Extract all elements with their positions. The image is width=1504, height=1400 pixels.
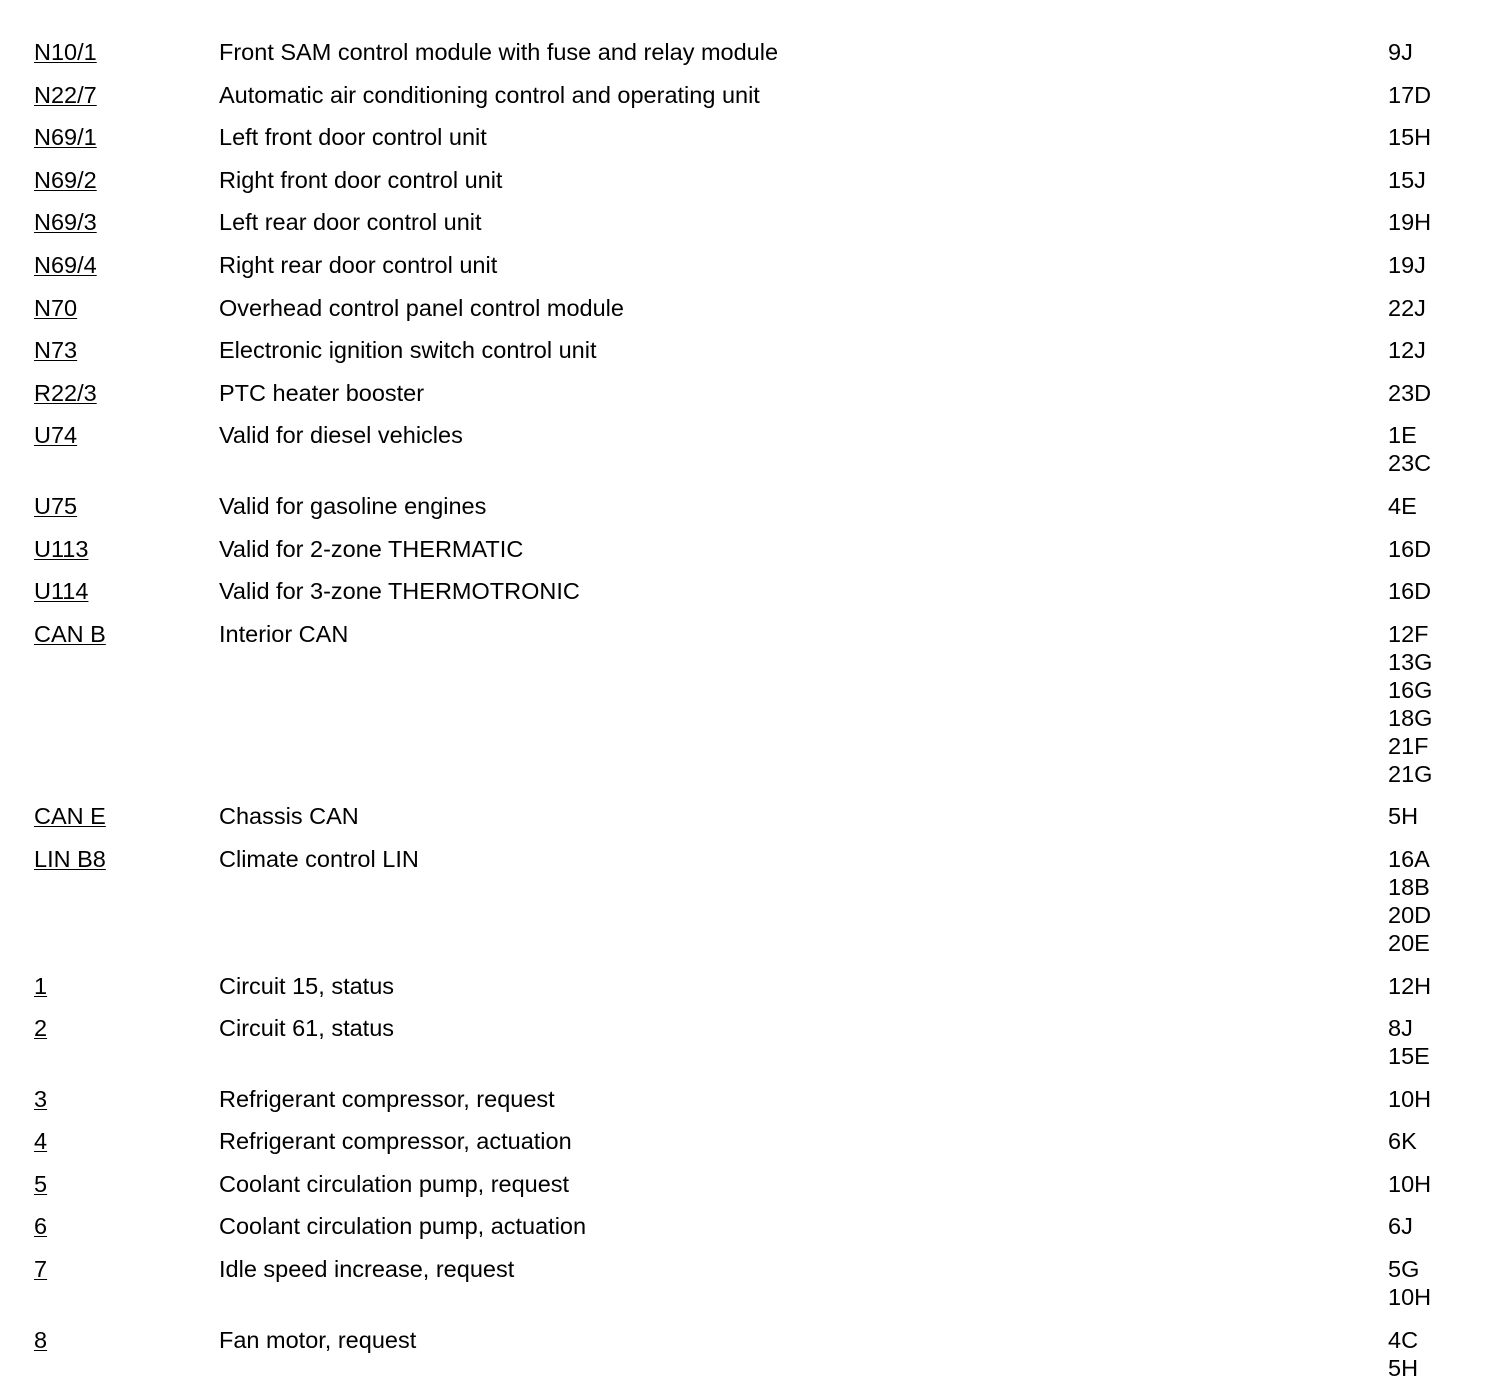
component-code-link[interactable]: LIN B8 <box>34 845 106 872</box>
legend-row <box>0 81 1504 109</box>
grid-reference-list <box>1388 251 1504 279</box>
grid-reference: 23C <box>1388 450 1432 477</box>
legend-row <box>0 535 1504 563</box>
component-code-link[interactable]: U75 <box>34 492 78 519</box>
legend-row <box>0 1085 1504 1113</box>
legend-row <box>0 1255 1504 1311</box>
grid-reference-list <box>1388 421 1504 477</box>
component-code-link[interactable]: R22/3 <box>34 379 97 406</box>
component-code-link[interactable]: N69/4 <box>34 251 97 278</box>
component-code-link[interactable]: N69/1 <box>34 124 97 151</box>
grid-reference: 8J <box>1388 1015 1413 1042</box>
component-description: Valid for 2-zone THERMATIC <box>219 535 524 562</box>
grid-reference: 10H <box>1388 1284 1432 1311</box>
component-code-link[interactable]: 2 <box>34 1015 48 1042</box>
component-code-link[interactable]: U114 <box>34 578 89 605</box>
component-description: Electronic ignition switch control unit <box>219 337 597 364</box>
grid-reference: 23D <box>1388 379 1432 406</box>
grid-reference: 13G <box>1388 648 1433 675</box>
grid-reference-list <box>1388 492 1504 520</box>
component-code-link[interactable]: CAN B <box>34 620 106 647</box>
grid-reference-list <box>1388 1014 1504 1070</box>
component-code-link[interactable]: 8 <box>34 1326 48 1353</box>
grid-reference: 17D <box>1388 81 1432 108</box>
grid-reference-list <box>1388 38 1504 66</box>
component-code-link[interactable]: 5 <box>34 1170 48 1197</box>
grid-reference: 9J <box>1388 39 1413 65</box>
component-description: Front SAM control module with fuse and relay module <box>219 39 779 65</box>
legend-row <box>0 1014 1504 1070</box>
grid-reference: 19J <box>1388 251 1426 278</box>
legend-row <box>0 294 1504 322</box>
component-code-link[interactable]: N10/1 <box>34 39 97 65</box>
grid-reference-list <box>1388 577 1504 605</box>
grid-reference: 20D <box>1388 901 1432 928</box>
component-code-link[interactable]: 6 <box>34 1213 48 1240</box>
component-code-link[interactable]: CAN E <box>34 803 106 830</box>
grid-reference-list <box>1388 535 1504 563</box>
grid-reference: 12F <box>1388 620 1429 647</box>
component-description: PTC heater booster <box>219 379 425 406</box>
component-code-link[interactable]: N22/7 <box>34 81 97 108</box>
grid-reference: 10H <box>1388 1170 1432 1197</box>
grid-reference-list <box>1388 166 1504 194</box>
legend-row <box>0 336 1504 364</box>
legend-row <box>0 251 1504 279</box>
legend-row <box>0 1212 1504 1240</box>
component-description: Overhead control panel control module <box>219 294 624 321</box>
legend-row <box>0 492 1504 520</box>
grid-reference: 20E <box>1388 929 1430 956</box>
grid-reference: 21G <box>1388 760 1433 787</box>
component-description: Valid for 3-zone THERMOTRONIC <box>219 578 580 605</box>
component-description: Right front door control unit <box>219 166 503 193</box>
legend-row <box>0 1170 1504 1198</box>
component-description: Circuit 61, status <box>219 1015 395 1042</box>
grid-reference: 1E <box>1388 422 1417 449</box>
grid-reference: 4E <box>1388 492 1417 519</box>
component-description: Valid for gasoline engines <box>219 492 487 519</box>
legend-row <box>0 379 1504 407</box>
component-description: Left front door control unit <box>219 124 487 151</box>
component-code-link[interactable]: U74 <box>34 422 78 449</box>
component-legend <box>0 38 1504 1382</box>
component-code-link[interactable]: U113 <box>34 535 89 562</box>
grid-reference: 4C <box>1388 1326 1419 1353</box>
grid-reference-list <box>1388 1127 1504 1155</box>
grid-reference: 16A <box>1388 845 1430 872</box>
grid-reference: 16D <box>1388 578 1432 605</box>
grid-reference: 19H <box>1388 209 1432 236</box>
grid-reference: 22J <box>1388 294 1426 321</box>
grid-reference-list <box>1388 208 1504 236</box>
component-code-link[interactable]: N69/2 <box>34 166 97 193</box>
component-description: Valid for diesel vehicles <box>219 422 463 449</box>
grid-reference-list <box>1388 1170 1504 1198</box>
component-description: Climate control LIN <box>219 845 419 872</box>
legend-row <box>0 166 1504 194</box>
grid-reference-list <box>1388 379 1504 407</box>
component-description: Refrigerant compressor, actuation <box>219 1128 572 1155</box>
component-description: Chassis CAN <box>219 803 359 830</box>
component-code-link[interactable]: 7 <box>34 1256 48 1283</box>
legend-row <box>0 972 1504 1000</box>
legend-row <box>0 1326 1504 1382</box>
legend-row <box>0 802 1504 830</box>
component-description: Coolant circulation pump, request <box>219 1170 570 1197</box>
legend-row <box>0 1127 1504 1155</box>
legend-row <box>0 845 1504 957</box>
component-description: Circuit 15, status <box>219 972 395 999</box>
component-code-link[interactable]: N73 <box>34 337 78 364</box>
grid-reference: 5H <box>1388 1354 1419 1381</box>
legend-row <box>0 38 1504 66</box>
component-description: Idle speed increase, request <box>219 1256 515 1283</box>
grid-reference-list <box>1388 294 1504 322</box>
grid-reference-list <box>1388 1212 1504 1240</box>
component-code-link[interactable]: 3 <box>34 1085 48 1112</box>
grid-reference: 12H <box>1388 972 1432 999</box>
grid-reference: 10H <box>1388 1085 1432 1112</box>
grid-reference-list <box>1388 845 1504 957</box>
component-code-link[interactable]: N69/3 <box>34 209 97 236</box>
grid-reference: 15H <box>1388 124 1432 151</box>
component-description: Automatic air conditioning control and operating unit <box>219 81 760 108</box>
legend-row <box>0 421 1504 477</box>
component-code-link[interactable]: 1 <box>34 972 48 999</box>
grid-reference: 16D <box>1388 535 1432 562</box>
grid-reference-list <box>1388 123 1504 151</box>
grid-reference-list <box>1388 81 1504 109</box>
grid-reference: 12J <box>1388 337 1426 364</box>
grid-reference-list <box>1388 1326 1504 1382</box>
legend-row <box>0 577 1504 605</box>
grid-reference-list <box>1388 1085 1504 1113</box>
component-description: Fan motor, request <box>219 1326 417 1353</box>
component-code-link[interactable]: N70 <box>34 294 78 321</box>
grid-reference: 16G <box>1388 676 1433 703</box>
component-description: Right rear door control unit <box>219 251 498 278</box>
grid-reference-list <box>1388 972 1504 1000</box>
grid-reference: 6K <box>1388 1128 1417 1155</box>
component-description: Left rear door control unit <box>219 209 482 236</box>
legend-row <box>0 208 1504 236</box>
legend-row <box>0 123 1504 151</box>
grid-reference: 5G <box>1388 1256 1420 1283</box>
grid-reference-list <box>1388 620 1504 788</box>
legend-row <box>0 620 1504 788</box>
component-description: Refrigerant compressor, request <box>219 1085 555 1112</box>
grid-reference: 21F <box>1388 732 1429 759</box>
grid-reference: 15J <box>1388 166 1426 193</box>
grid-reference-list <box>1388 336 1504 364</box>
component-description: Interior CAN <box>219 620 349 647</box>
grid-reference: 15E <box>1388 1043 1430 1070</box>
component-code-link[interactable]: 4 <box>34 1128 48 1155</box>
grid-reference: 18G <box>1388 704 1433 731</box>
grid-reference-list <box>1388 802 1504 830</box>
grid-reference: 6J <box>1388 1213 1413 1240</box>
component-description: Coolant circulation pump, actuation <box>219 1213 587 1240</box>
grid-reference: 18B <box>1388 873 1430 900</box>
grid-reference: 5H <box>1388 803 1419 830</box>
grid-reference-list <box>1388 1255 1504 1311</box>
